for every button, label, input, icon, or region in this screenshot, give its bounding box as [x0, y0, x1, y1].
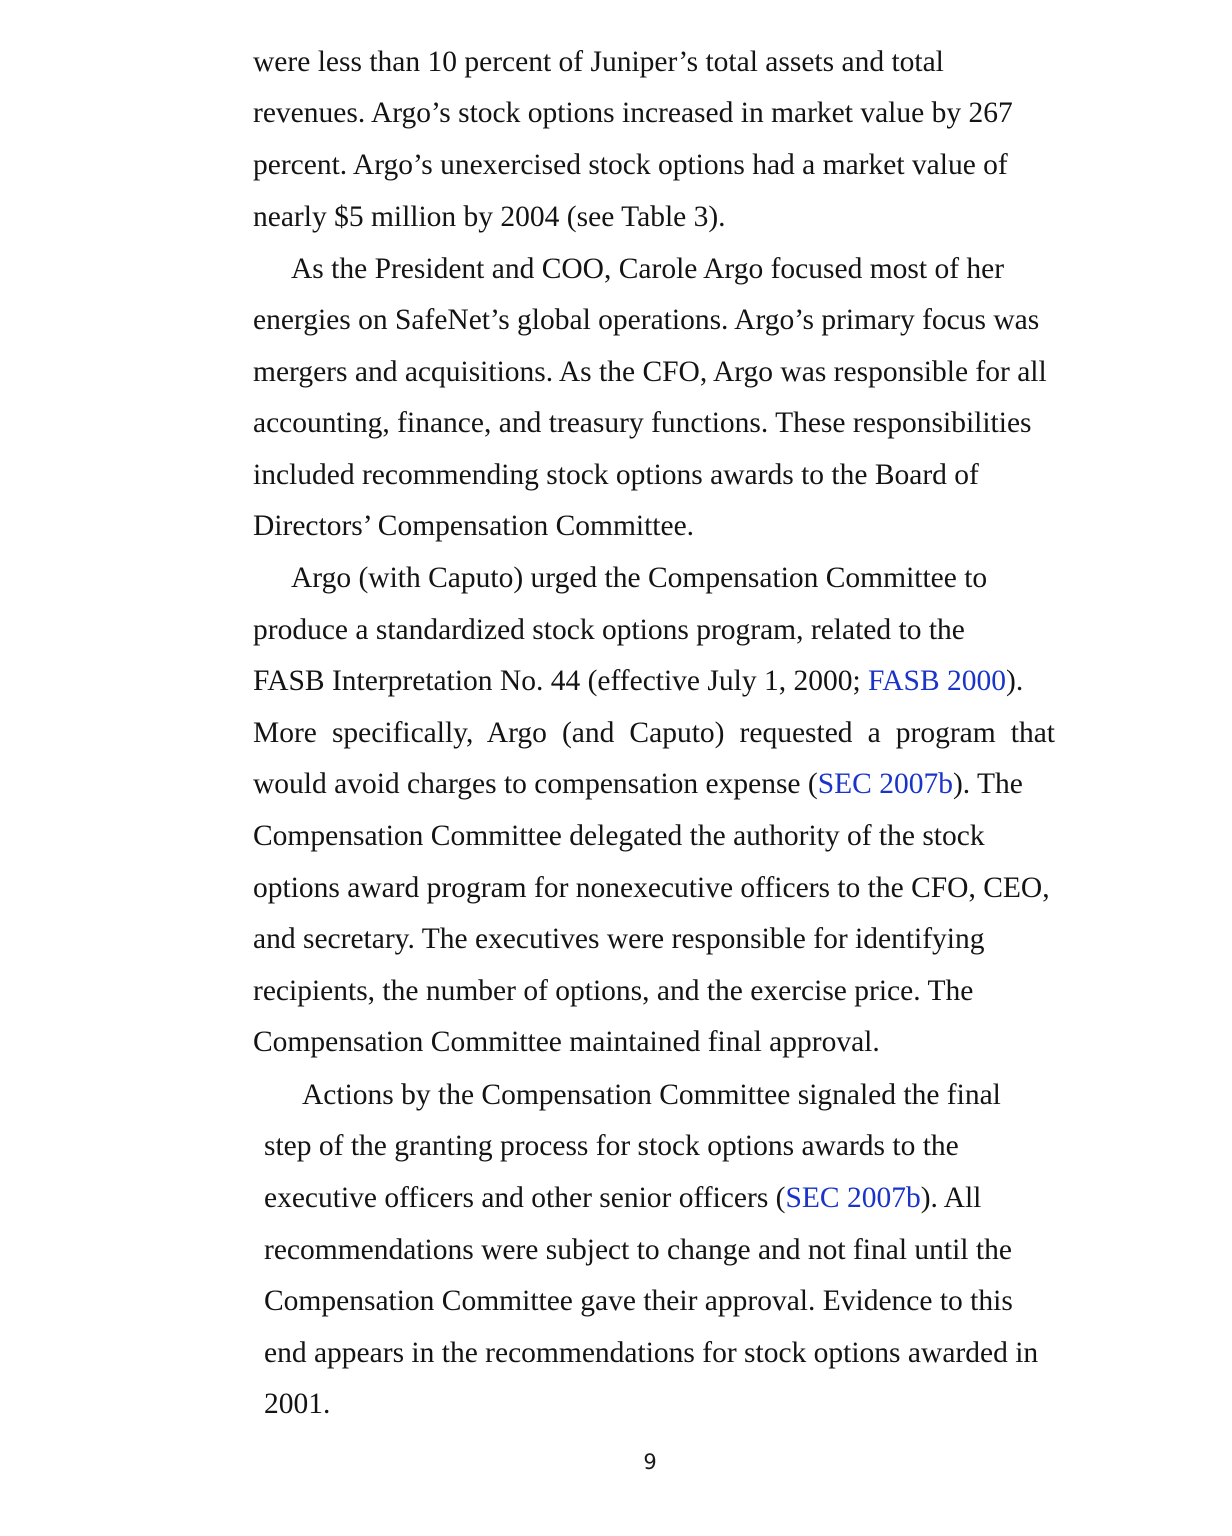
text-line: percent. Argo’s unexercised stock options had a market value of	[253, 149, 1008, 181]
text-line: end appears in the recommendations for stock options awarded in	[264, 1337, 1039, 1369]
text-line: were less than 10 percent of Juniper’s total assets and total	[253, 46, 944, 78]
text-line: recipients, the number of options, and the exercise price. The	[253, 975, 974, 1007]
text-line: 2001.	[264, 1388, 331, 1420]
text-line: recommendations were subject to change and not final until the	[264, 1234, 1012, 1266]
text-line: options award program for nonexecutive officers to the CFO, CEO,	[253, 872, 1050, 904]
text-line: revenues. Argo’s stock options increased in market value by 267	[253, 97, 1013, 129]
text-line: Actions by the Compensation Committee signaled the final	[302, 1079, 1001, 1111]
text-segment: ). All	[920, 1182, 982, 1214]
text-line: produce a standardized stock options program, related to the	[253, 614, 965, 646]
text-line: As the President and COO, Carole Argo focused most of her	[291, 253, 1005, 285]
text-line: Directors’ Compensation Committee.	[253, 510, 695, 542]
text-line: nearly $5 million by 2004 (see Table 3).	[253, 201, 726, 233]
text-line: and secretary. The executives were responsible for identifying	[253, 923, 985, 955]
text-line	[264, 1178, 981, 1218]
citation-link-sec-2007b[interactable]: SEC 2007b	[785, 1182, 921, 1214]
text-segment: FASB Interpretation No. 44 (effective July 1, 2000;	[253, 665, 869, 697]
text-line: included recommending stock options awards to the Board of	[253, 459, 979, 491]
text-line	[253, 764, 1023, 804]
text-line: Compensation Committee gave their approval. Evidence to this	[264, 1285, 1013, 1317]
text-segment: would avoid charges to compensation expense (	[253, 768, 818, 800]
text-line: Compensation Committee delegated the authority of the stock	[253, 820, 985, 852]
text-segment: ). The	[952, 768, 1023, 800]
citation-link-fasb-2000[interactable]: FASB 2000	[868, 665, 1007, 697]
text-line: Argo (with Caputo) urged the Compensation Committee to	[291, 562, 988, 594]
text-line: Compensation Committee maintained final approval.	[253, 1026, 880, 1058]
text-line: energies on SafeNet’s global operations. Argo’s primary focus was	[253, 304, 1040, 336]
text-segment: ).	[1006, 665, 1024, 697]
text-line	[253, 661, 1023, 701]
page-number: 9	[643, 1450, 657, 1474]
citation-link-sec-2007b[interactable]: SEC 2007b	[817, 768, 953, 800]
text-line: mergers and acquisitions. As the CFO, Argo was responsible for all	[253, 356, 1047, 388]
text-line: More specifically, Argo (and Caputo) requested a program that	[253, 717, 1055, 749]
text-line: step of the granting process for stock options awards to the	[264, 1130, 959, 1162]
text-line: accounting, finance, and treasury functions. These responsibilities	[253, 407, 1032, 439]
text-segment: executive officers and other senior officers (	[264, 1182, 786, 1214]
